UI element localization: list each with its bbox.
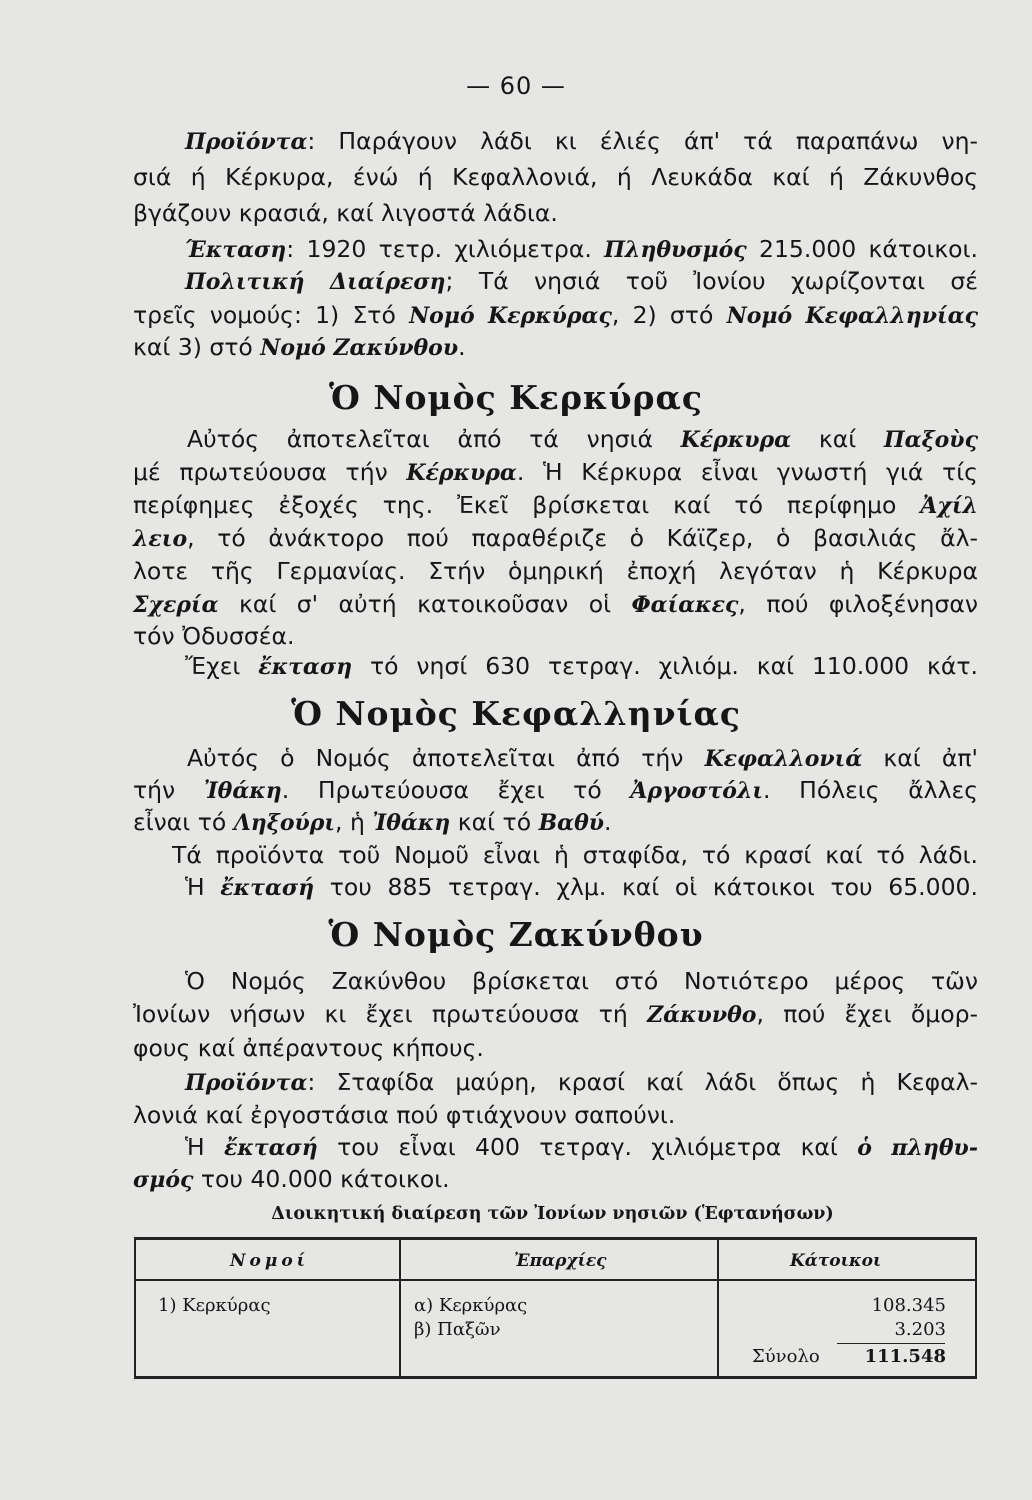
table-caption: Διοικητική διαίρεση τῶν Ἰονίων νησιῶν (Ἑφτανήσων) [271,1204,834,1224]
emph: Ἰθάκη [372,810,451,836]
header-katoikoi: Κάτοικοι [790,1251,882,1271]
text-run: καί 3) στό [133,333,253,361]
text-line [133,589,978,620]
text-run: περίφημες ἐξοχές της. Ἐκεῖ βρίσκεται καί τό περίφημο [133,491,897,519]
text-run: , ἡ [335,808,365,836]
text-run: βγάζουν κρασιά, καί λιγοστά λάδια. [133,199,558,227]
text-line [133,300,978,331]
text-run: . [604,808,612,836]
text-run: τρεῖς νομούς: 1) Στό [133,301,396,329]
emph: ἔκτασή [220,875,315,901]
table-rule [717,1237,719,1379]
text-line [133,999,978,1030]
text-line [133,198,978,228]
text-line [185,266,978,297]
text-run: . Ἡ Κέρκυρα εἶναι γνωστή γιά τίς [516,458,978,486]
emph: Φαίακες [631,592,739,618]
text-run: λονιά καί ἐργοστάσια πού φτιάχνουν σαπούνι. [133,1101,676,1129]
text-run: εἶναι τό [133,808,227,836]
text-line [133,807,978,838]
text-line [133,490,978,521]
header-eparchies: Ἐπαρχίες [514,1251,607,1271]
table-rule [975,1237,977,1379]
text-run: : Παράγουν λάδι κι έλιές άπ' τά παραπάνω νη- [307,127,978,155]
text-line [133,1100,978,1130]
text-line [185,872,978,903]
text-run: , τό ἀνάκτορο πού παραθέριζε ὁ Κάϊζερ, ὁ βασιλιάς ἄλ- [187,524,978,552]
cell-eparchia: β) Παξῶν [414,1319,501,1340]
table-rule [134,1376,977,1379]
nomos-zakynthou: Νομό Ζακύνθου [260,335,459,361]
text-line [185,126,978,157]
emph: Κεφαλλονιά [704,746,863,772]
text-run: φους καί ἀπέραντους κήπους. [133,1034,484,1062]
emph: Κέρκυρα [406,460,517,486]
table-rule [399,1237,401,1379]
text-run: Ἡ [185,873,205,901]
text-run: Αὐτός ὁ Νομός ἀποτελεῖται ἀπό τήν [187,744,684,772]
emph: Ληξούρι [233,810,336,836]
table-rule [134,1237,977,1240]
text-line [133,1164,978,1195]
text-line [185,234,978,265]
text-run: , 2) στό [611,301,714,329]
text-run: , πού φιλοξένησαν [738,590,978,618]
text-run: καί τό [457,808,532,836]
page-number: — 60 — [466,72,566,100]
text-run: ; Τά νησιά τοῦ Ἰονίου χωρίζονται σέ [445,267,978,295]
text-run: του 40.000 κάτοικοι. [200,1165,450,1193]
text-run: Ἔχει [185,652,241,680]
emph: σμός [133,1167,194,1193]
text-line [172,840,978,870]
text-run: : Σταφίδα μαύρη, κρασί καί λάδι ὅπως ἡ Κεφαλ- [307,1068,978,1096]
cell-population: 108.345 [871,1295,946,1316]
text-run: . Πρωτεύουσα ἔχει τό [281,776,602,804]
text-line [133,556,978,586]
text-run: . [458,333,466,361]
text-run: Ὁ Νομός Ζακύνθου βρίσκεται στό Νοτιότερο μέρος τῶν [185,967,978,995]
nomos-kerkyras: Νομό Κερκύρας [409,303,612,329]
emph: Προϊόντα [185,1070,308,1096]
area-label: Έκταση [185,237,287,263]
nomos-kefallinias: Νομό Κεφαλληνίας [726,303,978,329]
text-run: καί [818,425,857,453]
section-heading-kefallinia: Ὁ Νομὸς Κεφαλληνίας [291,694,741,733]
text-line [133,162,978,192]
text-line [133,457,978,488]
text-run: τό νησί 630 τετραγ. χιλιόμ. καί 110.000 κάτ. [370,652,978,680]
products-label: Προϊόντα [185,129,308,155]
text-line [187,424,978,455]
cell-population: 3.203 [894,1319,946,1340]
emph: Βαθύ [538,810,605,836]
emph: Ἀχίλ [920,493,978,519]
emph: ἔκταση [258,654,353,680]
text-line [133,621,978,651]
emph: Παξοὺς [883,427,978,453]
emph: λειο [133,526,188,552]
text-run: σιά ή Κέρκυρα, ένώ ή Κεφαλλονιά, ή Λευκάδα καί ή Ζάκυνθος [133,163,978,191]
text-run: Τά προϊόντα τοῦ Νομοῦ εἶναι ἡ σταφίδα, τό κρασί καί τό λάδι. [172,841,978,869]
cell-total-value: 111.548 [864,1346,946,1367]
emph: ἔκτασή [223,1135,318,1161]
section-heading-zakynthos: Ὁ Νομὸς Ζακύνθου [328,915,704,954]
emph: Ζάκυνθο [647,1002,757,1028]
text-run: , πού ἔχει ὄμορ- [756,1000,978,1028]
text-run: Ἰονίων νήσων κι ἔχει πρωτεύουσα τή [133,1000,628,1028]
sum-rule [837,1343,945,1344]
cell-total-label: Σύνολο [752,1346,820,1367]
text-line [133,1033,978,1063]
text-line [185,1132,978,1163]
text-run: του εἶναι 400 τετραγ. χιλιόμετρα καί [337,1133,838,1161]
text-line [187,743,978,774]
text-line [185,651,978,682]
text-run: Αὐτός ἀποτελεῖται ἀπό τά νησιά [187,425,653,453]
section-heading-kerkyra: Ὁ Νομὸς Κερκύρας [328,378,703,417]
cell-nomos: 1) Κερκύρας [158,1295,271,1316]
text-run: τήν [133,776,176,804]
emph: Ἀργοστόλι [630,778,764,804]
text-run: καί ἀπ' [883,744,978,772]
division-label: Πολιτική Διαίρεση [185,269,446,295]
text-line [185,966,978,996]
cell-eparchia: α) Κερκύρας [414,1295,528,1316]
table-rule [134,1279,977,1281]
text-run: μέ πρωτεύουσα τήν [133,458,388,486]
emph: Σχερία [133,592,219,618]
table-rule [134,1237,136,1379]
text-run: : 1920 τετρ. χιλιόμετρα. [286,235,592,263]
text-run: τόν Ὀδυσσέα. [133,622,295,650]
text-line [133,523,978,554]
emph: Κέρκυρα [680,427,792,453]
emph: ὁ πληθυ- [857,1135,978,1161]
text-run: καί σ' αὐτή κατοικοῦσαν οἱ [239,590,612,618]
text-run: 215.000 κάτοικοι. [759,235,978,263]
text-line [133,332,978,363]
text-run: λοτε τῆς Γερμανίας. Στήν ὁμηρική ἐποχή λεγόταν ἡ Κέρκυρα [133,557,978,585]
population-label: Πληθυσμός [604,237,747,263]
text-run: του 885 τετραγ. χλμ. καί οἱ κάτοικοι του 65.000. [329,873,978,901]
text-line [133,775,978,806]
text-run: Ἡ [185,1133,205,1161]
admin-division-table [134,1237,977,1379]
header-nomoi: Νομοί [230,1251,309,1271]
text-run: . Πόλεις ἄλλες [763,776,978,804]
text-line [185,1067,978,1098]
emph: Ἰθάκη [203,778,282,804]
